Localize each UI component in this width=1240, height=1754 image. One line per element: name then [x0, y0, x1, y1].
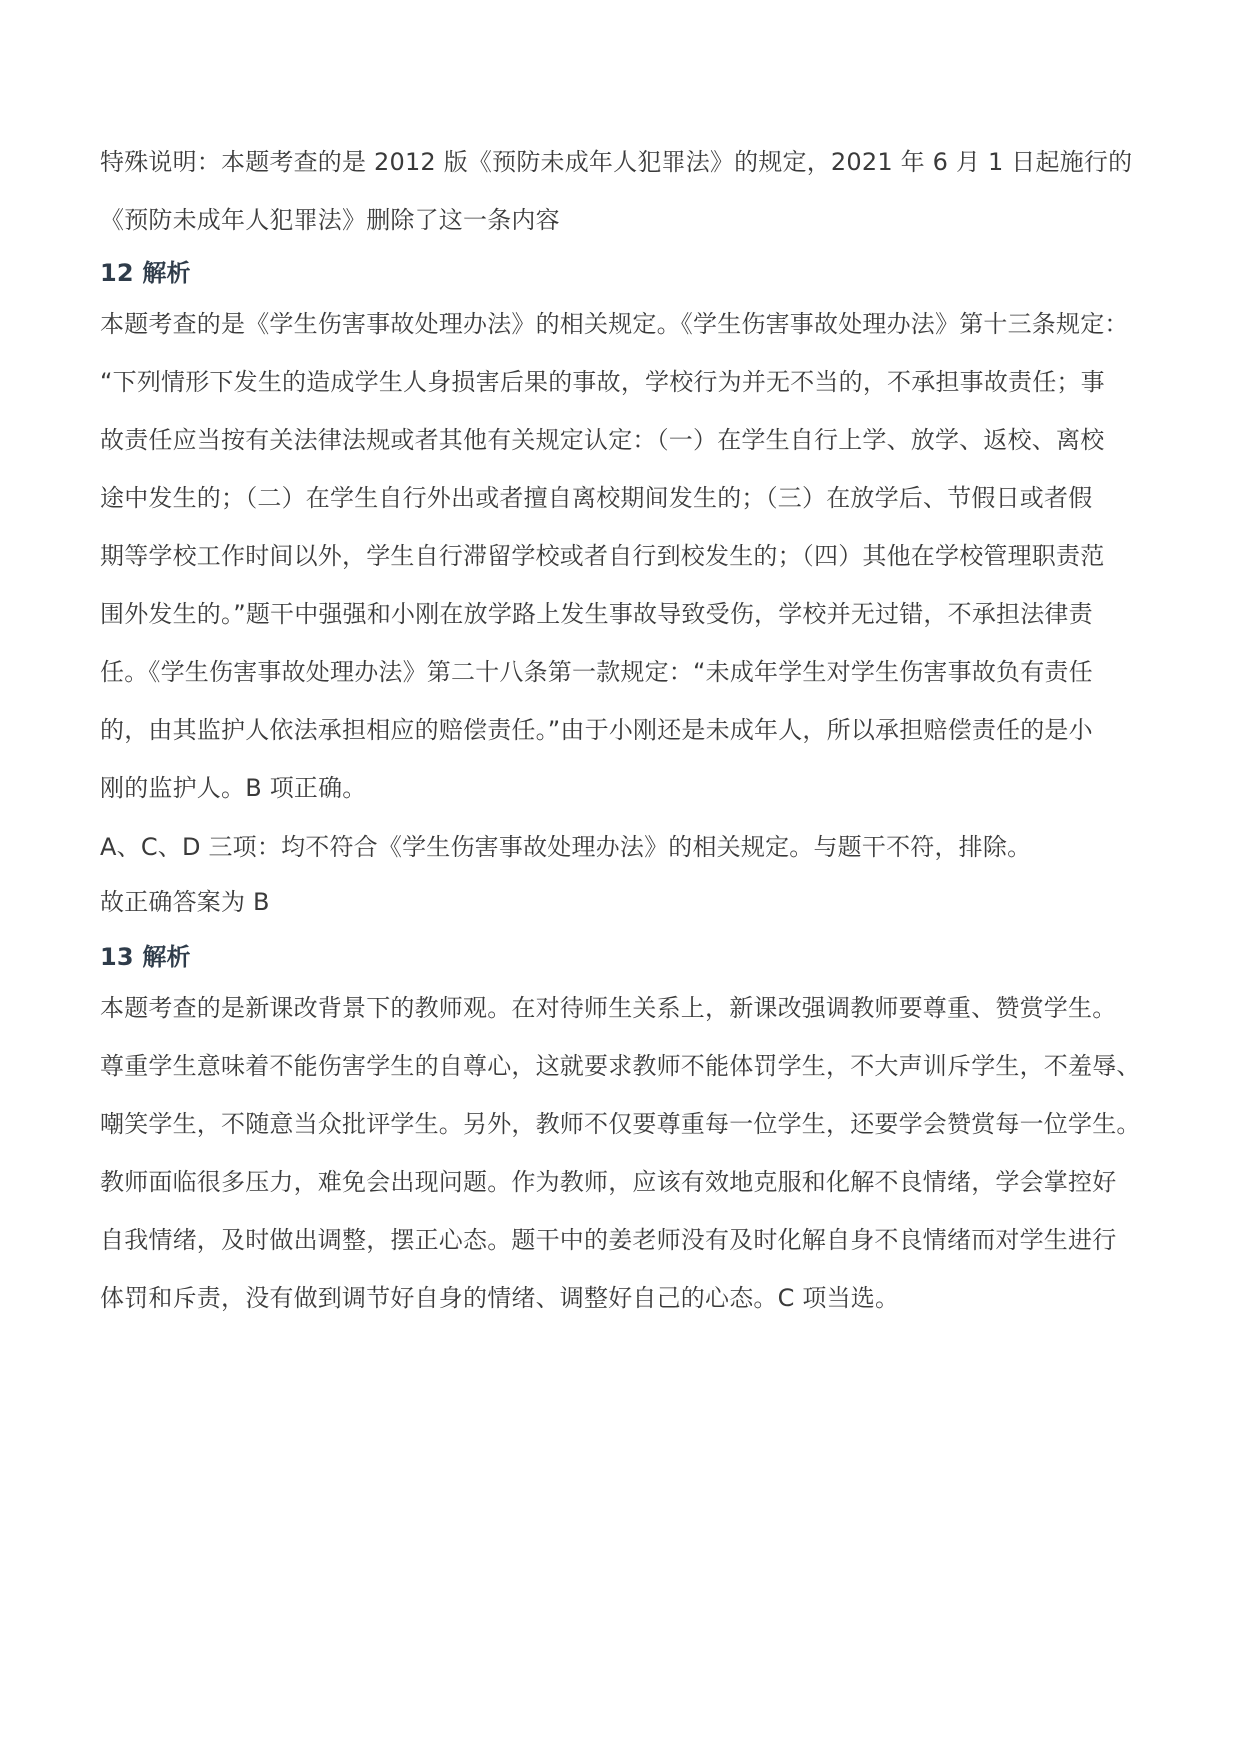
section-12-paragraph-line: 本题考查的是《学生伤害事故处理办法》的相关规定。《学生伤害事故处理办法》第十三条规定：: [100, 310, 1129, 338]
section-12-paragraph-line: 任。《学生伤害事故处理办法》第二十八条第一款规定：“未成年学生对学生伤害事故负有责任: [100, 658, 1093, 686]
section-12-paragraph-line: 途中发生的；（二）在学生自行外出或者擅自离校期间发生的；（三）在放学后、节假日或者假: [100, 484, 1093, 512]
section-12-heading: 12 解析: [100, 259, 191, 287]
section-12-paragraph-line: 的，由其监护人依法承担相应的赔偿责任。”由于小刚还是未成年人，所以承担赔偿责任的是小: [100, 716, 1093, 744]
section-12-exclusion: A、C、D 三项：均不符合《学生伤害事故处理办法》的相关规定。与题干不符，排除。: [100, 833, 1032, 861]
section-13-heading: 13 解析: [100, 943, 191, 971]
section-13-paragraph-line: 尊重学生意味着不能伤害学生的自尊心，这就要求教师不能体罚学生，不大声训斥学生，不羞辱、: [100, 1052, 1141, 1080]
section-12-paragraph-line: 期等学校工作时间以外，学生自行滞留学校或者自行到校发生的；（四）其他在学校管理职责范: [100, 542, 1105, 570]
section-12-paragraph-line: 故责任应当按有关法律法规或者其他有关规定认定：（一）在学生自行上学、放学、返校、离校: [100, 426, 1105, 454]
section-12-paragraph-line: 围外发生的。”题干中强强和小刚在放学路上发生事故导致受伤，学校并无过错，不承担法律责: [100, 600, 1093, 628]
section-13-paragraph-line: 体罚和斥责，没有做到调节好自身的情绪、调整好自己的心态。C 项当选。: [100, 1284, 900, 1312]
section-12-answer: 故正确答案为 B: [100, 888, 270, 916]
section-13-paragraph-line: 教师面临很多压力，难免会出现问题。作为教师，应该有效地克服和化解不良情绪，学会掌控好: [100, 1168, 1117, 1196]
special-note-line-2: 《预防未成年人犯罪法》删除了这一条内容: [100, 206, 560, 234]
section-13-paragraph-line: 自我情绪，及时做出调整，摆正心态。题干中的姜老师没有及时化解自身不良情绪而对学生进行: [100, 1226, 1117, 1254]
section-13-paragraph-line: 本题考查的是新课改背景下的教师观。在对待师生关系上，新课改强调教师要尊重、赞赏学生。: [100, 994, 1117, 1022]
section-12-paragraph-line: 刚的监护人。B 项正确。: [100, 774, 367, 802]
section-13-paragraph-line: 嘲笑学生，不随意当众批评学生。另外，教师不仅要尊重每一位学生，还要学会赞赏每一位学生。: [100, 1110, 1141, 1138]
special-note-line-1: 特殊说明：本题考查的是 2012 版《预防未成年人犯罪法》的规定，2021 年 6 月 1 日起施行的: [100, 148, 1133, 176]
section-12-paragraph-line: “下列情形下发生的造成学生人身损害后果的事故，学校行为并无不当的，不承担事故责任；事: [100, 368, 1105, 396]
